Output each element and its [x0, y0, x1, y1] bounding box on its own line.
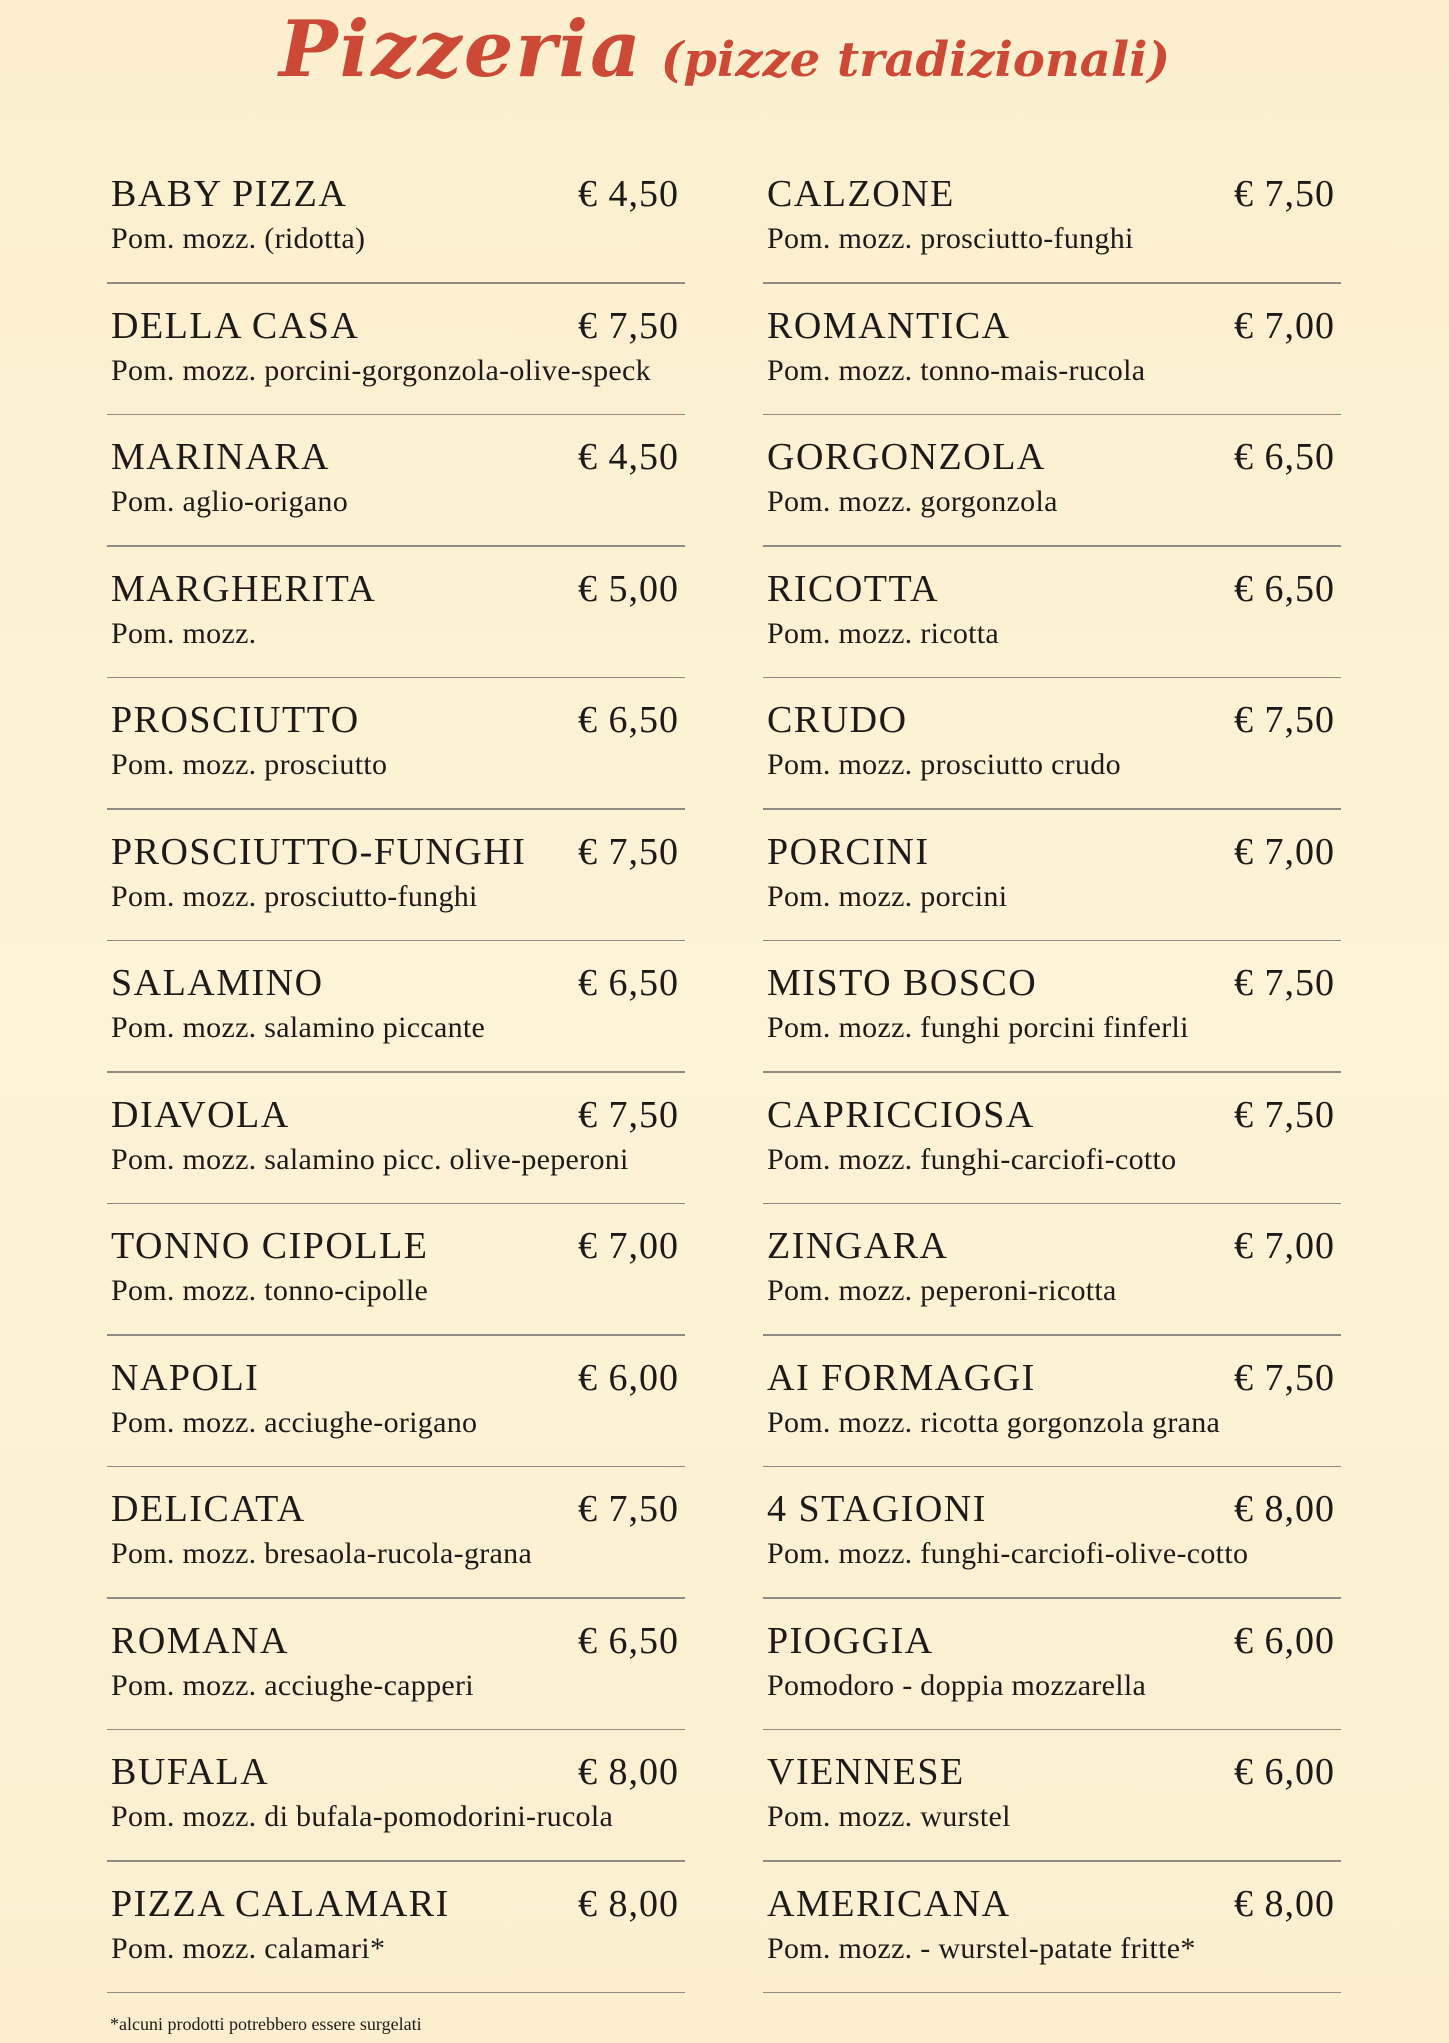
menu-item-description: Pom. mozz. gorgonzola [767, 485, 1058, 518]
menu-item [107, 547, 685, 679]
menu-item-name: DELICATA [111, 1488, 306, 1530]
menu-item-name: CAPRICCIOSA [767, 1093, 1035, 1136]
menu-item [763, 941, 1341, 1073]
menu-item-description: Pom. mozz. prosciutto-funghi [767, 222, 1134, 255]
menu-item [107, 1336, 685, 1468]
menu-item-description: Pom. mozz. salamino piccante [111, 1011, 486, 1044]
menu-item-description: Pom. mozz. porcini [767, 879, 1008, 913]
menu-item-price: € 6,50 [578, 1619, 679, 1662]
menu-item [763, 1730, 1341, 1862]
menu-item-name: DELLA CASA [111, 304, 360, 347]
menu-item-description: Pom. mozz. calamari* [111, 1931, 386, 1965]
menu-item-name: AI FORMAGGI [767, 1356, 1036, 1399]
menu-item-price: € 7,50 [578, 1488, 679, 1530]
menu-item-price: € 7,50 [1234, 962, 1335, 1004]
menu-item-price: € 7,00 [1234, 830, 1335, 873]
menu-item-price: € 7,00 [1234, 304, 1335, 347]
menu-item-description: Pom. mozz. - wurstel-patate fritte* [767, 1931, 1196, 1965]
menu-item [763, 1599, 1341, 1731]
menu-item-description: Pom. mozz. (ridotta) [111, 222, 366, 255]
menu-item-price: € 6,00 [1234, 1751, 1335, 1793]
menu-item-name: BABY PIZZA [111, 173, 348, 215]
menu-item [107, 284, 685, 416]
menu-item-description: Pom. mozz. prosciutto [111, 748, 388, 781]
menu-item-name: RICOTTA [767, 567, 940, 610]
menu-item-name: PIOGGIA [767, 1619, 934, 1662]
menu-item-name: PIZZA CALAMARI [111, 1882, 450, 1925]
menu-item [763, 152, 1341, 284]
menu-item-price: € 7,50 [1234, 1356, 1335, 1399]
menu-item [763, 547, 1341, 679]
menu-item [763, 1204, 1341, 1336]
menu-item [107, 678, 685, 810]
menu-item-description: Pom. mozz. acciughe-capperi [111, 1668, 474, 1702]
menu-item [763, 1862, 1341, 1994]
menu-item [763, 415, 1341, 547]
menu-item [107, 152, 685, 284]
menu-item-name: MARINARA [111, 436, 330, 478]
menu-item-description: Pom. mozz. ricotta gorgonzola grana [767, 1405, 1221, 1439]
menu-item-price: € 7,50 [578, 1093, 679, 1136]
menu-item-name: VIENNESE [767, 1751, 965, 1793]
menu-item-description: Pom. mozz. salamino picc. olive-peperoni [111, 1142, 629, 1176]
menu-item-name: PROSCIUTTO [111, 699, 360, 741]
menu-item [763, 678, 1341, 810]
menu-item-description: Pom. mozz. acciughe-origano [111, 1405, 478, 1439]
menu-item-price: € 8,00 [1234, 1488, 1335, 1530]
menu-item-name: 4 STAGIONI [767, 1488, 987, 1530]
menu-item-description: Pom. mozz. peperoni-ricotta [767, 1274, 1117, 1307]
menu-item-description: Pom. mozz. tonno-cipolle [111, 1274, 429, 1307]
menu-item-price: € 7,50 [578, 830, 679, 873]
menu-item [107, 1862, 685, 1994]
menu-item-description: Pom. mozz. funghi porcini finferli [767, 1011, 1189, 1044]
menu-item-description: Pom. mozz. prosciutto crudo [767, 748, 1121, 781]
menu-item-name: PORCINI [767, 830, 930, 873]
menu-item-description: Pom. mozz. funghi-carciofi-cotto [767, 1142, 1177, 1176]
menu-item-description: Pom. mozz. prosciutto-funghi [111, 879, 478, 913]
menu-item-name: MARGHERITA [111, 567, 377, 610]
menu-item-price: € 7,00 [1234, 1225, 1335, 1267]
menu-item-price: € 8,00 [1234, 1882, 1335, 1925]
menu-item-name: NAPOLI [111, 1356, 260, 1399]
menu-item-name: SALAMINO [111, 962, 324, 1004]
menu-item-description: Pom. mozz. di bufala-pomodorini-rucola [111, 1800, 614, 1833]
menu-item-description: Pom. mozz. ricotta [767, 616, 1000, 650]
footnote: *alcuni prodotti potrebbero essere surgelati [110, 2014, 422, 2034]
menu-item-price: € 6,50 [1234, 567, 1335, 610]
menu-item-price: € 8,00 [578, 1882, 679, 1925]
menu-item [107, 415, 685, 547]
menu-item-price: € 4,50 [578, 436, 679, 478]
menu-item-price: € 7,50 [1234, 1093, 1335, 1136]
menu-item-price: € 4,50 [578, 173, 679, 215]
menu-item [763, 810, 1341, 942]
menu-item [763, 1336, 1341, 1468]
menu-item-price: € 6,50 [1234, 436, 1335, 478]
menu-item [107, 1204, 685, 1336]
menu-item-description: Pomodoro - doppia mozzarella [767, 1668, 1147, 1702]
menu-item-description: Pom. mozz. porcini-gorgonzola-olive-speck [111, 353, 651, 387]
menu-item-description: Pom. aglio-origano [111, 485, 349, 518]
menu-item [763, 1073, 1341, 1205]
menu-item-name: MISTO BOSCO [767, 962, 1038, 1004]
menu-item-price: € 8,00 [578, 1751, 679, 1793]
menu-item [107, 1599, 685, 1731]
menu-item-price: € 6,00 [578, 1356, 679, 1399]
menu-item-description: Pom. mozz. funghi-carciofi-olive-cotto [767, 1537, 1249, 1570]
menu-column-right [763, 152, 1341, 1993]
menu-item-description: Pom. mozz. wurstel [767, 1800, 1011, 1833]
menu-item-price: € 7,50 [1234, 173, 1335, 215]
menu-item-price: € 5,00 [578, 567, 679, 610]
menu-item-name: ROMANTICA [767, 304, 1011, 347]
menu-item-price: € 7,50 [1234, 699, 1335, 741]
menu-item-name: CRUDO [767, 699, 908, 741]
menu-title [0, 0, 1449, 110]
menu-item [107, 941, 685, 1073]
menu-item-name: ROMANA [111, 1619, 289, 1662]
menu-item-name: AMERICANA [767, 1882, 1011, 1925]
menu-item-name: ZINGARA [767, 1225, 949, 1267]
menu-title-subtitle: (pizze tradizionali) [660, 32, 1171, 88]
menu-item-price: € 7,50 [578, 304, 679, 347]
menu-item-name: BUFALA [111, 1751, 270, 1793]
menu-item-price: € 6,00 [1234, 1619, 1335, 1662]
menu-item [763, 1467, 1341, 1599]
menu-item-name: DIAVOLA [111, 1093, 290, 1136]
menu-item [107, 1467, 685, 1599]
menu-item [763, 284, 1341, 416]
menu-title-main: Pizzeria [278, 4, 643, 95]
menu-item [107, 810, 685, 942]
menu-item-price: € 6,50 [578, 699, 679, 741]
menu-item [107, 1073, 685, 1205]
menu-item [107, 1730, 685, 1862]
menu-item-name: GORGONZOLA [767, 436, 1046, 478]
menu-item-description: Pom. mozz. [111, 616, 257, 650]
menu-column-left [107, 152, 685, 1993]
menu-item-description: Pom. mozz. bresaola-rucola-grana [111, 1537, 533, 1570]
menu-item-description: Pom. mozz. tonno-mais-rucola [767, 353, 1146, 387]
menu-item-price: € 6,50 [578, 962, 679, 1004]
menu-item-name: PROSCIUTTO-FUNGHI [111, 830, 527, 873]
menu-item-name: TONNO CIPOLLE [111, 1225, 429, 1267]
menu-item-name: CALZONE [767, 173, 955, 215]
menu-item-price: € 7,00 [578, 1225, 679, 1267]
